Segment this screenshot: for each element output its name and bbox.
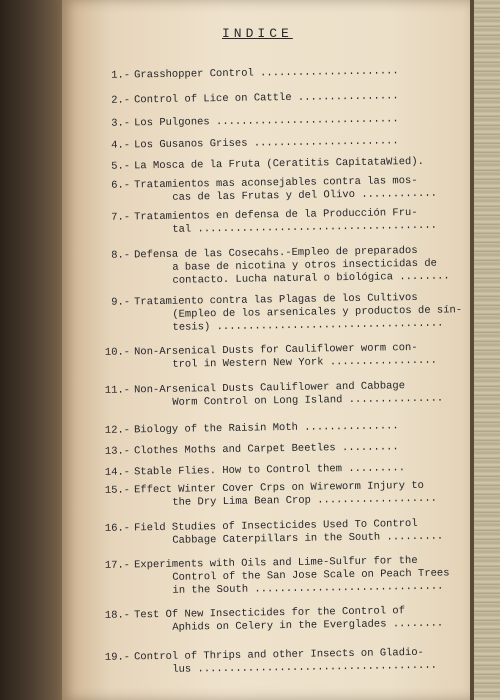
index-entry	[96, 244, 450, 289]
entry-number: 10.-	[104, 346, 131, 359]
entry-text: Non-Arsenical Dusts Cauliflower and Cabbage	[133, 380, 406, 397]
entry-text-continued: Control of the San Jose Scale on Peach Trees	[172, 567, 450, 584]
entry-text-continued: Aphids on Celery in the Everglades ........	[172, 617, 444, 634]
entry-number: 8.-	[111, 249, 131, 262]
entry-number: 11.-	[104, 384, 131, 397]
entry-text-continued: contacto. Lucha natural o biológica ........	[172, 270, 450, 287]
page-title: INDICE	[222, 26, 293, 41]
entry-text: Los Gusanos Grises .......................	[133, 135, 399, 152]
entry-text: Field Studies of Insecticides Used To Control	[133, 517, 418, 535]
entry-number: 19.-	[104, 651, 131, 664]
entry-text-continued: (Empleo de los arsenicales y productos de sín-	[172, 304, 463, 321]
entry-text: Control of Lice on Cattle ................	[133, 90, 399, 107]
entry-text: Grasshopper Control ......................	[133, 65, 399, 82]
index-entry	[96, 207, 437, 238]
entry-text: Biology of the Raisin Moth ...............	[133, 420, 399, 437]
entry-number: 9.-	[111, 296, 131, 309]
entry-text-continued: lus ......................................	[172, 659, 438, 676]
entry-number: 2.-	[111, 94, 131, 107]
entry-text: Tratamientos mas aconsejables contra las mos-	[133, 174, 418, 192]
entry-text-continued: tesis) ....................................	[172, 317, 444, 334]
entry-text: Test Of New Insecticides for the Control of	[133, 605, 406, 622]
entry-text: Clothes Moths and Carpet Beetles .........	[133, 441, 399, 458]
entry-number: 18.-	[104, 609, 131, 622]
entry-text-continued: tal ......................................	[172, 219, 438, 236]
entry-text: Defensa de las Cosecahs.-Empleo de preparados	[133, 244, 418, 262]
index-entry	[96, 480, 437, 511]
book-binding	[0, 0, 70, 700]
entry-number: 12.-	[104, 424, 131, 437]
entry-number: 14.-	[104, 466, 131, 479]
entry-text-continued: cas de las Frutas y del Olivo ............	[172, 187, 438, 204]
entry-number: 1.-	[111, 69, 131, 82]
entry-number: 3.-	[111, 117, 131, 130]
entry-number: 7.-	[111, 211, 131, 224]
entry-number: 4.-	[111, 139, 131, 152]
index-entry	[96, 647, 437, 678]
entry-text-continued: Worm Control on Long Island ...............	[172, 392, 444, 409]
entry-number: 13.-	[104, 445, 131, 458]
book-cover-edge	[470, 0, 500, 700]
entry-number: 17.-	[104, 559, 131, 572]
entry-number: 5.-	[111, 160, 131, 173]
index-entry	[96, 605, 443, 636]
entry-text-continued: Cabbage Caterpillars in the South .........	[172, 530, 444, 547]
index-entry	[96, 554, 450, 599]
entry-text: Tratamiento contra las Plagas de los Cultivos	[133, 291, 418, 309]
entry-text: La Mosca de la Fruta (Ceratitis CapitataWied).	[133, 155, 425, 173]
entry-text: Los Pulgones .............................	[133, 113, 399, 130]
entry-number: 15.-	[104, 484, 131, 497]
entry-text: Experiments with Oils and Lime-Sulfur for the	[133, 554, 418, 572]
entry-number: 16.-	[104, 522, 131, 535]
entry-text-continued: trol in Western New York .................	[172, 354, 438, 371]
index-entry	[96, 175, 437, 206]
index-entry	[96, 342, 437, 373]
entry-number: 6.-	[111, 179, 131, 192]
entry-text-continued: the Dry Lima Bean Crop ...................	[172, 492, 438, 509]
entry-text: Tratamientos en defensa de la Producción Fru-	[133, 206, 418, 224]
entry-text: Non-Arsenical Dusts for Cauliflower worm con-	[133, 341, 418, 359]
entry-text: Effect Winter Cover Crps on Wireworm Injury to	[133, 479, 425, 497]
entry-text: Control of Thrips and other Insects on Gladio-	[133, 646, 425, 664]
index-entry	[96, 518, 443, 549]
index-entry	[96, 291, 462, 336]
entry-text-continued: a base de nicotina y otros insecticidas de	[172, 257, 438, 274]
index-entry	[96, 380, 443, 411]
entry-text-continued: in the South ..............................	[172, 580, 444, 597]
entry-text: Stable Flies. How to Control them .........	[133, 462, 406, 479]
